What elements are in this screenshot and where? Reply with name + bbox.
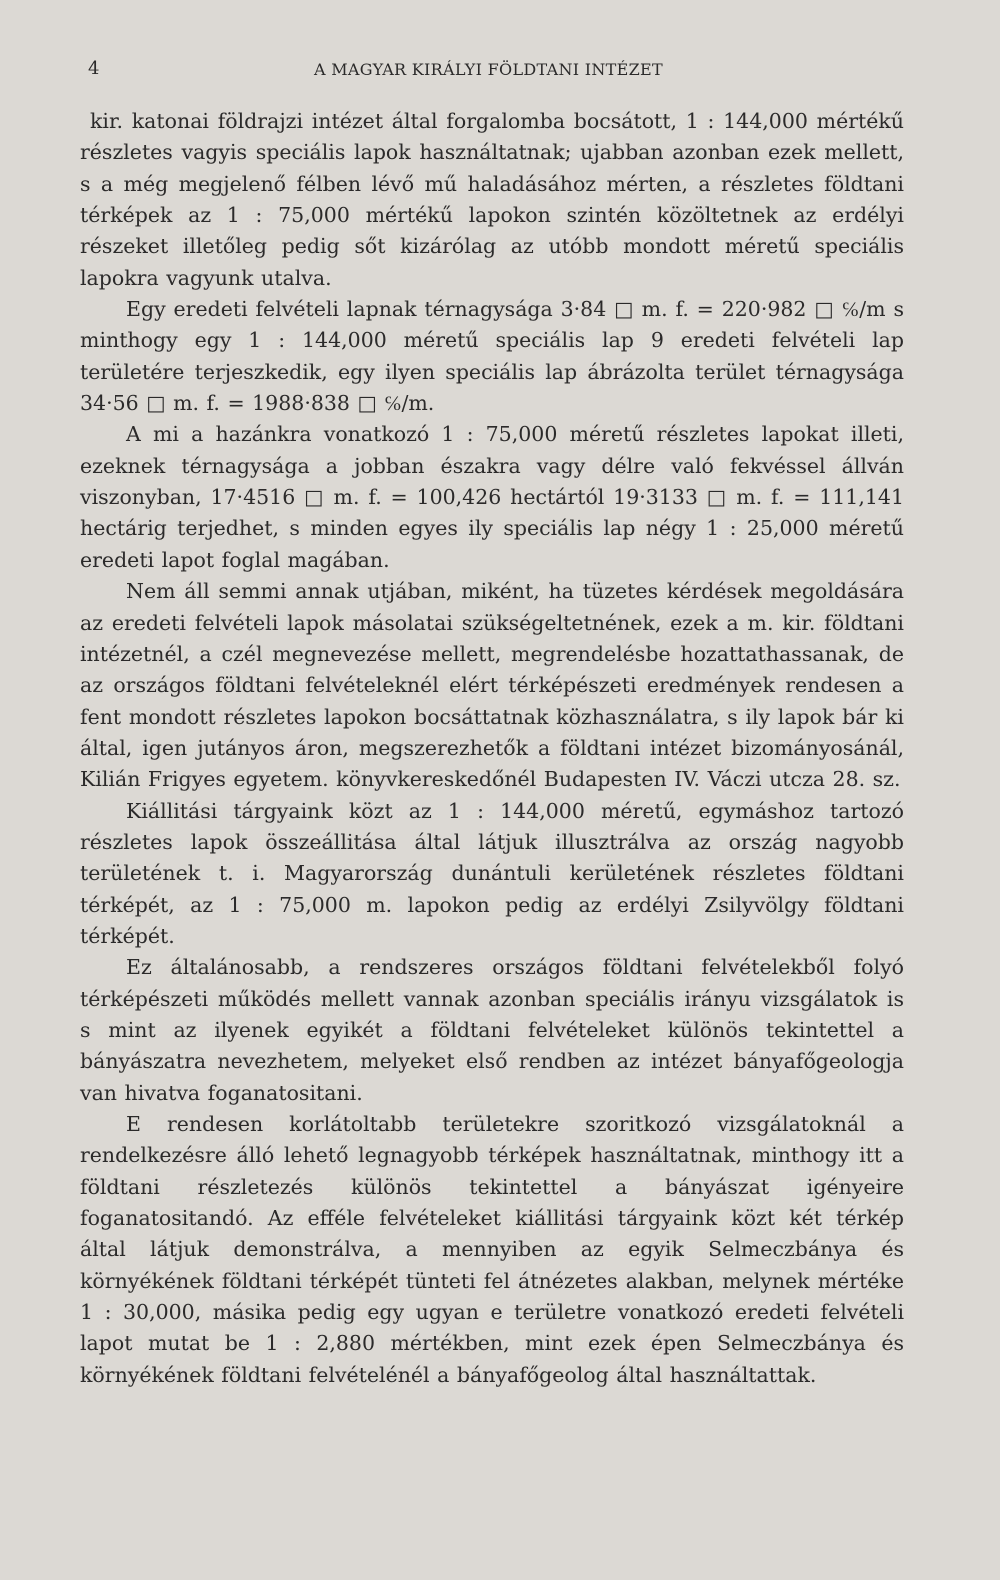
- body-text: [80, 106, 904, 1391]
- running-head: A MAGYAR KIRÁLYI FÖLDTANI INTÉZET: [314, 60, 664, 79]
- paragraph: Kiállitási tárgyaink közt az 1 : 144,000 méretű, egymáshoz tartozó részletes lapok összeállitása által látjuk illusztrálva az ország nagyobb területének t. i. Magyarország dunántuli kerületének részletes földtani térképét, az 1 : 75,000 m. lapokon pedig az erdélyi Zsilyvölgy földtani térképét.: [80, 798, 904, 948]
- paragraph: Ez általánosabb, a rendszeres országos földtani felvételekből folyó térképészeti működés mellett vannak azonban speciális irányu vizsgálatok is s mint az ilyenek egyikét a földtani felvételeket különös tekintettel a bányászatra nevezhetem, melyeket első rendben az intézet bányafőgeologja van hivatva foganatositani.: [80, 955, 904, 1105]
- page-header: [88, 58, 900, 82]
- paragraph: kir. katonai földrajzi intézet által forgalomba bocsátott, 1 : 144,000 mértékű részletes vagyis speciális lapok használtatnak; ujabban azonban ezek mellett, s a még megjelenő félben lévő mű haladásához mérten, a részletes földtani térképek az 1 : 75,000 mértékű lapokon szintén közöltetnek az erdélyi részeket illetőleg pedig sőt kizárólag az utóbb mondott méretű speciális lapokra vagyunk utalva.: [80, 109, 904, 290]
- page-number: 4: [88, 58, 100, 79]
- paragraph: Egy eredeti felvételi lapnak térnagysága 3·84 □ m. f. = 220·982 □ ℅/m s minthogy egy 1 : 144,000 méretű speciális lap 9 eredeti felvételi lap területére terjeszkedik, egy ilyen speciális lap ábrázolta terület térnagysága 34·56 □ m. f. = 1988·838 □ ℅/m.: [80, 297, 904, 416]
- paragraph: A mi a hazánkra vonatkozó 1 : 75,000 méretű részletes lapokat illeti, ezeknek térnagysága a jobban északra vagy délre való fekvéssel állván viszonyban, 17·4516 □ m. f. = 100,426 hectártól 19·3133 □ m. f. = 111,141 hectárig terjedhet, s minden egyes ily speciális lap négy 1 : 25,000 méretű eredeti lapot foglal magában.: [80, 422, 904, 572]
- paragraph: E rendesen korlátoltabb területekre szoritkozó vizsgálatoknál a rendelkezésre álló lehető legnagyobb térképek használtatnak, minthogy itt a földtani részletezés különös tekintettel a bányászat igényeire foganatositandó. Az efféle felvételeket kiállitási tárgyaink közt két térkép által látjuk demonstrálva, a mennyiben az egyik Selmeczbánya és környékének földtani térképét tünteti fel átnézetes alakban, melynek mértéke 1 : 30,000, másika pedig egy ugyan e területre vonatkozó eredeti felvételi lapot mutat be 1 : 2,880 mértékben, mint ezek épen Selmeczbánya és környékének földtani felvételénél a bányafőgeolog által használtattak.: [80, 1112, 904, 1387]
- paragraph: Nem áll semmi annak utjában, miként, ha tüzetes kérdések megoldására az eredeti felvételi lapok másolatai szükségeltetnének, ezek a m. kir. földtani intézetnél, a czél megnevezése mellett, megrendelésbe hozattathassanak, de az országos földtani felvételeknél elért térképészeti eredmények rendesen a fent mondott részletes lapokon bocsáttatnak közhasználatra, s ily lapok bár ki által, igen jutányos áron, megszerezhetők a földtani intézet bizományosánál, Kilián Frigyes egyetem. könyvkereskedőnél Budapesten IV. Váczi utcza 28. sz.: [80, 579, 904, 792]
